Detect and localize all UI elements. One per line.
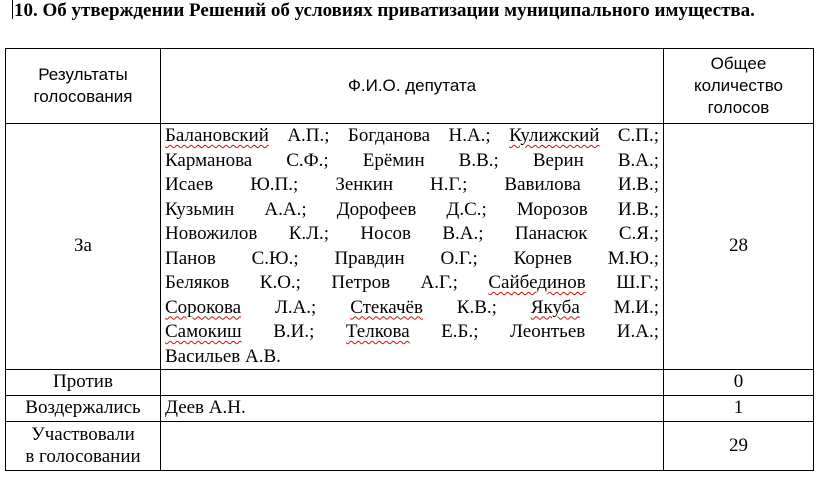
names-text: Исаев Ю.П.; Зенкин Н.Г.; Вавилова И.В.;	[165, 174, 659, 195]
names-line	[165, 320, 659, 345]
row-label-participated-line-1: Участвовали	[31, 424, 135, 445]
misspelled-surname: Балановский	[165, 125, 269, 146]
table-row-participated	[6, 422, 814, 471]
names-text: Панов С.Ю.; Правдин О.Г.; Корнев М.Ю.;	[165, 247, 659, 269]
names-line	[165, 247, 659, 272]
names-text: Беляков К.О.; Петров А.Г.;	[165, 272, 489, 293]
names-text: Карманова С.Ф.; Ерёмин В.В.; Верин В.А.;	[165, 149, 659, 171]
table-row-against	[6, 370, 814, 396]
agenda-item-number: 10.	[14, 0, 38, 21]
agenda-item-heading	[12, 0, 812, 22]
names-line	[165, 345, 659, 370]
names-line	[165, 173, 659, 198]
text-cursor	[12, 0, 13, 19]
names-text: А.П.; Богданова Н.А.;	[268, 125, 510, 146]
deputies-voted-against	[161, 370, 664, 396]
misspelled-surname: Стекачёв	[350, 296, 423, 318]
names-text: К.В.;	[422, 296, 531, 318]
names-text: Л.А.;	[241, 296, 351, 318]
total-against: 0	[664, 370, 814, 396]
total-for: 28	[664, 124, 814, 370]
names-text: Васильев А.В.	[165, 345, 281, 367]
row-label-abstained: Воздержались	[6, 396, 161, 422]
names-text: М.И.;	[579, 296, 659, 318]
names-line	[165, 149, 659, 174]
misspelled-surname: Кулижский	[509, 125, 600, 146]
names-line	[165, 296, 659, 321]
row-label-participated	[6, 422, 161, 471]
voting-results-table	[5, 48, 814, 471]
misspelled-surname: Телкова	[345, 321, 410, 342]
names-text: В.И.;	[241, 321, 346, 342]
misspelled-surname: Самокиш	[165, 321, 242, 342]
deputies-participated	[161, 422, 664, 471]
total-participated: 29	[664, 422, 814, 471]
table-row-abstained	[6, 396, 814, 422]
names-line	[165, 271, 659, 296]
header-total-votes: Общее количество голосов	[664, 49, 814, 124]
row-label-against: Против	[6, 370, 161, 396]
deputies-voted-for	[161, 124, 664, 370]
total-abstained: 1	[664, 396, 814, 422]
row-label-participated-line-2: в голосовании	[25, 446, 141, 467]
agenda-item-title: Об утверждении Решений об условиях приватизации муниципального имущества.	[42, 0, 755, 21]
misspelled-surname: Сорокова	[165, 296, 242, 318]
deputies-abstained: Деев А.Н.	[161, 396, 664, 422]
misspelled-surname: Якуба	[530, 296, 580, 318]
header-deputy-names: Ф.И.О. депутата	[161, 49, 664, 124]
misspelled-surname: Сайбединов	[488, 272, 586, 293]
table-row-for	[6, 124, 814, 370]
header-voting-results: Результаты голосования	[6, 49, 161, 124]
names-text: Новожилов К.Л.; Носов В.А.; Панасюк С.Я.;	[165, 223, 659, 244]
row-label-for: За	[6, 124, 161, 370]
names-line	[165, 222, 659, 247]
table-header-row	[6, 49, 814, 124]
names-text: Кузьмин А.А.; Дорофеев Д.С.; Морозов И.В.;	[165, 198, 659, 220]
names-line	[165, 124, 659, 149]
names-text: Е.Б.; Леонтьев И.А.;	[409, 321, 659, 342]
names-text: Ш.Г.;	[585, 272, 659, 293]
names-text: С.П.;	[599, 125, 659, 146]
names-line	[165, 198, 659, 223]
